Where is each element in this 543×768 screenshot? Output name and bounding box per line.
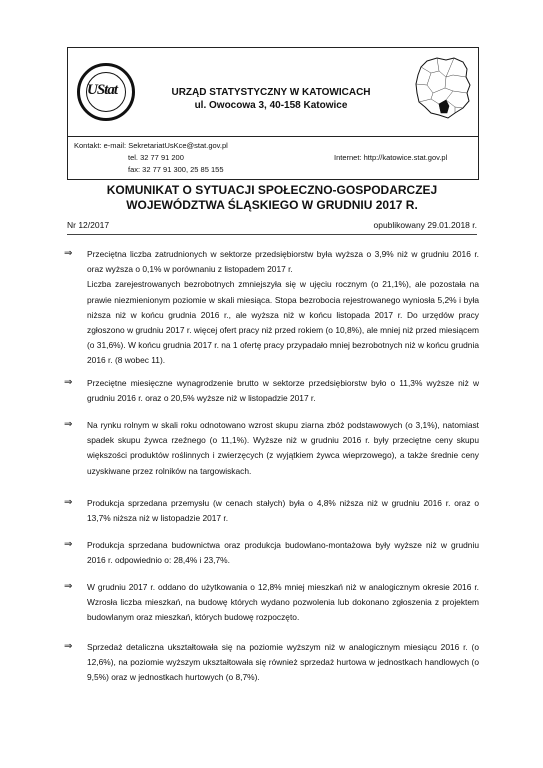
arrow-icon: ⇒ xyxy=(64,419,73,430)
paragraph: Sprzedaż detaliczna ukształtowała się na poziomie wyższym niż w analogicznym miesiącu 2016 r. (o 12,6%), na poziomie wyższym ukształtowała się również sprzedaż hurtowa w jednostkach handlowych (o 9,5%) oraz w jednostkach hurtowych (o 8,7%). xyxy=(87,642,479,683)
title-divider xyxy=(67,234,477,235)
office-name: URZĄD STATYSTYCZNY W KATOWICACH xyxy=(171,87,371,98)
office-block xyxy=(156,86,386,112)
item-text xyxy=(87,376,479,406)
poland-map-icon xyxy=(413,55,473,121)
header-box xyxy=(67,47,479,180)
item-text xyxy=(87,640,479,686)
arrow-icon: ⇒ xyxy=(64,641,73,652)
logo-text: UStat xyxy=(87,82,118,98)
title-line-1: KOMUNIKAT O SYTUACJI SPOŁECZNO-GOSPODARCZEJ xyxy=(106,183,438,197)
item-text xyxy=(87,538,479,568)
item-text xyxy=(87,247,479,369)
contact-fax: fax: 32 77 91 300, 25 85 155 xyxy=(128,165,224,174)
arrow-icon: ⇒ xyxy=(64,377,73,388)
contact-email: Kontakt: e-mail: SekretariatUsKce@stat.gov.pl xyxy=(74,141,228,150)
paragraph: Przeciętna liczba zatrudnionych w sektorze przedsiębiorstw była wyższa o 3,9% niż w grudniu 2016 r. oraz wyższa o 0,1% w porównaniu z listopadem 2017 r. xyxy=(87,249,479,275)
arrow-icon: ⇒ xyxy=(64,539,73,550)
paragraph: Liczba zarejestrowanych bezrobotnych zmniejszyła się w ujęciu rocznym (o 21,1%), ale pozostała na prawie niezmienionym poziomie w skali miesiąca. Stopa bezrobocia rejestrowanego wyniosła 5,2% i była niższa niż w końcu grudnia 2016 r., ale wyższa niż w końcu listopada 2017 r. Do urzędów pracy zgłoszono w grudniu 2017 r. więcej ofert pracy niż przed rokiem (o 10,8%), ale mniej niż przed miesiącem (o 31,6%). W końcu grudnia 2017 r. na 1 ofertę pracy przypadało mniej bezrobotnych niż w końcu grudnia 2016 r. (8 wobec 11). xyxy=(87,279,479,366)
header-top xyxy=(68,48,478,137)
ustat-logo xyxy=(77,63,135,121)
paragraph: Produkcja sprzedana przemysłu (w cenach stałych) była o 4,8% niższa niż w grudniu 2016 r. oraz o 13,7% niższa niż w listopadzie 2017 r. xyxy=(87,498,479,524)
paragraph: Przeciętne miesięczne wynagrodzenie brutto w sektorze przedsiębiorstw było o 11,3% wyższe niż w grudniu 2016 r. oraz o 20,5% wyższe niż w listopadzie 2017 r. xyxy=(87,378,479,404)
publication-date: opublikowany 29.01.2018 r. xyxy=(373,220,477,230)
item-text xyxy=(87,580,479,626)
item-text xyxy=(87,418,479,479)
arrow-icon: ⇒ xyxy=(64,497,73,508)
paragraph: Na rynku rolnym w skali roku odnotowano wzrost skupu ziarna zbóż podstawowych (o 3,1%), natomiast spadek skupu żywca rzeźnego (o 11,1%). Wyższe niż w grudniu 2016 r. były przeciętne ceny skupu większości produktów roślinnych i zwierzęcych (z wyjątkiem żywca wieprzowego), a także średnie ceny uzyskiwane przez rolników na targowiskach. xyxy=(87,420,479,476)
item-text xyxy=(87,496,479,526)
arrow-icon: ⇒ xyxy=(64,248,73,259)
contact-phone: tel. 32 77 91 200 xyxy=(128,153,184,162)
arrow-icon: ⇒ xyxy=(64,581,73,592)
contact-internet: Internet: http://katowice.stat.gov.pl xyxy=(334,153,448,162)
title-line-2: WOJEWÓDZTWA ŚLĄSKIEGO W GRUDNIU 2017 R. xyxy=(126,198,418,212)
paragraph: Produkcja sprzedana budownictwa oraz produkcja budowlano-montażowa były wyższe niż w grudniu 2016 r. odpowiednio o: 28,4% i 23,7%. xyxy=(87,540,479,566)
report-number: Nr 12/2017 xyxy=(67,220,110,230)
paragraph: W grudniu 2017 r. oddano do użytkowania o 12,8% mniej mieszkań niż w analogicznym okresie 2016 r. Wzrosła liczba mieszkań, na budowę których wydano pozwolenia lub dokonano zgłoszenia z projektem budowlanym oraz mieszkań, których budowę rozpoczęto. xyxy=(87,582,479,623)
report-title xyxy=(67,183,477,213)
office-address: ul. Owocowa 3, 40-158 Katowice xyxy=(194,100,348,111)
